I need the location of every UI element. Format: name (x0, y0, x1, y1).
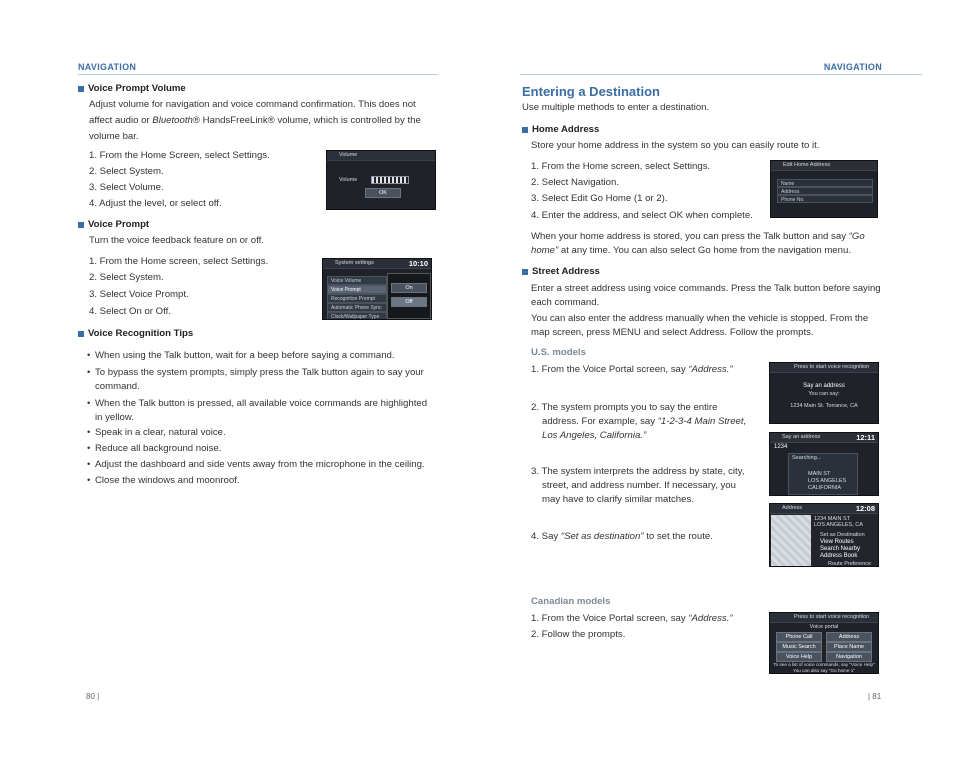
paragraph: each command. (531, 297, 600, 308)
edit-home-address-screenshot: Edit Home Address Name Address Phone No. (770, 160, 878, 218)
home-address-heading: Home Address (522, 124, 599, 135)
voice-prompt-volume-heading: Voice Prompt Volume (78, 83, 186, 94)
step: 1. From the Home Screen, select Settings. (89, 150, 270, 161)
step: street, and address number. If necessary, you (542, 480, 736, 491)
section-header: NAVIGATION (823, 62, 882, 72)
us-models-label: U.S. models (531, 347, 586, 358)
say-address-screenshot: Press to start voice recognition Say an address You can say: 1234 Main St. Torrance, CA (769, 362, 879, 424)
square-bullet-icon (522, 269, 528, 275)
step: 3. Select Volume. (89, 182, 164, 193)
paragraph: map screen, press MENU and select Address. Follow the prompts. (531, 327, 814, 338)
searching-screenshot: Say an address 12:11 1234 Searching... MAIN ST LOS ANGELES CALIFORNIA (769, 432, 879, 496)
step: 3. Select Edit Go Home (1 or 2). (531, 193, 668, 204)
right-page (480, 0, 960, 768)
tip-item: • Reduce all background noise. (95, 441, 221, 457)
paragraph: Store your home address in the system so you can easily route to it. (531, 140, 820, 151)
page-number: | 81 (868, 692, 882, 701)
canadian-models-label: Canadian models (531, 596, 611, 607)
square-bullet-icon (78, 331, 84, 337)
paragraph: volume bar. (89, 131, 139, 142)
address-route-screenshot: Address 12:08 1234 MAIN ST LOS ANGELES, CA Set as Destination View Routes Search Nearby Address Book Route Preference (769, 503, 879, 567)
street-address-heading: Street Address (522, 266, 600, 277)
step: 1. From the Voice Portal screen, say “Address.” (531, 613, 733, 624)
tip-item: • Close the windows and moonroof. (95, 473, 240, 489)
step: 2. Follow the prompts. (531, 629, 626, 640)
paragraph: Use multiple methods to enter a destination. (522, 102, 710, 113)
tip-item: • When using the Talk button, wait for a beep before saying a command. (95, 348, 395, 364)
page-number: 80 | (86, 692, 100, 701)
tip-continuation: in yellow. (95, 412, 134, 423)
step: 2. Select System. (89, 272, 164, 283)
page-title: Entering a Destination (522, 84, 660, 99)
step: 2. Select System. (89, 166, 164, 177)
volume-level-bar (371, 176, 409, 184)
tip-continuation: command. (95, 381, 140, 392)
step: 4. Adjust the level, or select off. (89, 198, 222, 209)
tip-item: • Speak in a clear, natural voice. (95, 425, 226, 441)
tip-item: • Adjust the dashboard and side vents away from the microphone in the ceiling. (95, 457, 425, 473)
paragraph: home” at any time. You can also select Go home from the navigation menu. (531, 245, 851, 256)
step: 3. Select Voice Prompt. (89, 289, 189, 300)
section-header: NAVIGATION (78, 62, 137, 72)
step: 4. Say “Set as destination” to set the route. (531, 531, 713, 542)
volume-screenshot: Volume Volume OK (326, 150, 436, 210)
step: 1. From the Voice Portal screen, say “Address.” (531, 364, 733, 375)
paragraph: You can also enter the address manually when the vehicle is stopped. From the (531, 313, 869, 324)
map-thumbnail (771, 515, 811, 567)
paragraph: Turn the voice feedback feature on or off. (89, 235, 264, 246)
step: 2. Select Navigation. (531, 177, 619, 188)
step: 1. From the Home screen, select Settings. (89, 256, 269, 267)
step: 4. Enter the address, and select OK when complete. (531, 210, 753, 221)
voice-prompt-heading: Voice Prompt (78, 219, 149, 230)
step: 2. The system prompts you to say the entire (531, 402, 718, 413)
step: 3. The system interprets the address by state, city, (531, 466, 745, 477)
paragraph: Adjust volume for navigation and voice command confirmation. This does not (89, 99, 416, 110)
paragraph: Enter a street address using voice commands. Press the Talk button before saying (531, 283, 881, 294)
paragraph: When your home address is stored, you can press the Talk button and say “Go (531, 231, 865, 242)
tip-item: • When the Talk button is pressed, all available voice commands are highlighted (95, 396, 427, 412)
system-settings-screenshot: System settings 10:10 Voice Volume Voice Prompt Recognition Prompt Automatic Phone Sync Clock/Wallpaper Type On Off (322, 258, 432, 320)
header-rule (78, 74, 438, 75)
step: address. For example, say “1-2-3-4 Main Street, (542, 416, 747, 427)
tip-item: • To bypass the system prompts, simply press the Talk button again to say your (95, 365, 424, 381)
step: 4. Select On or Off. (89, 306, 171, 317)
header-rule (520, 74, 922, 75)
step: may have to clarify similar matches. (542, 494, 694, 505)
square-bullet-icon (78, 86, 84, 92)
paragraph: affect audio or Bluetooth® HandsFreeLink® volume, which is controlled by the (89, 115, 421, 126)
voice-tips-heading: Voice Recognition Tips (78, 328, 193, 339)
step: 1. From the Home screen, select Settings. (531, 161, 711, 172)
square-bullet-icon (522, 127, 528, 133)
step: Los Angeles, California.” (542, 430, 647, 441)
square-bullet-icon (78, 222, 84, 228)
voice-portal-screenshot: Press to start voice recognition Voice portal Phone Call Address Music Search Place Name Voice Help Navigation To see a list of voice commands, say "Voice Help" You can also say "Go home 1" (769, 612, 879, 674)
